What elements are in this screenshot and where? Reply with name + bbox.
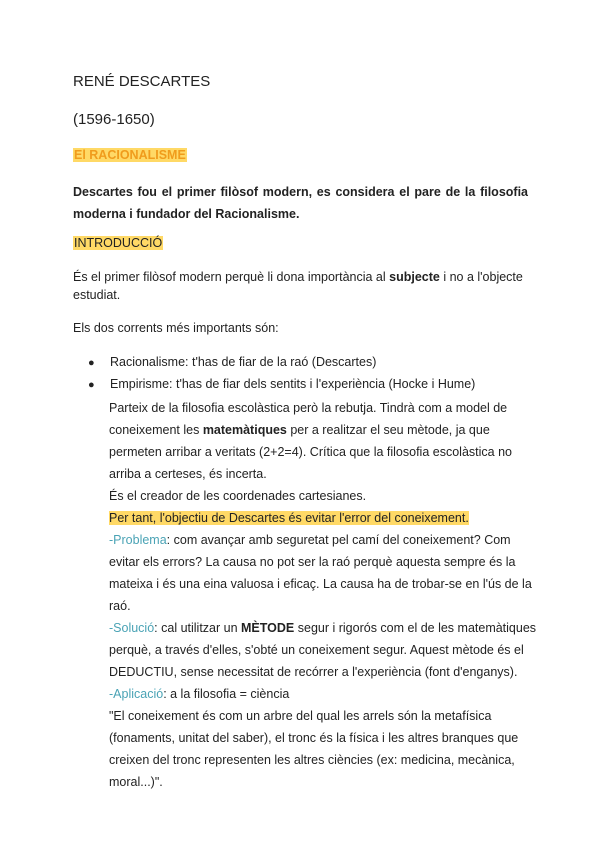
text-run: segur i rigorós com el de les matemàtiques [294,621,537,635]
body-line [109,683,529,705]
bullet-icon: ● [88,357,95,369]
text-run: És el primer filòsof modern perquè li dona importància al [73,270,390,284]
body-line: mateixa i és una eina valuosa i eficaç. La causa ha de trobar-se en l'ús de la [109,577,532,591]
body-line [109,617,537,639]
application-label: -Aplicació [109,687,164,701]
body-line: raó. [109,599,131,613]
body-line: permeten arribar a veritats (2+2=4). Crítica que la filosofia escolàstica no [109,445,512,459]
intro-bold-paragraph: Descartes fou el primer filòsof modern, es considera el pare de la filosofia moderna i fundador del Racionalisme. [73,185,528,221]
list-item-text: Empirisme: t'has de fiar dels sentits i l'experiència (Hocke i Hume) [110,377,476,391]
list-item-text: Racionalisme: t'has de fiar de la raó (Descartes) [110,355,377,369]
bold-term: matemàtiques [202,423,287,437]
highlighted-heading: INTRODUCCIÓ [74,236,163,250]
bullet-icon: ● [88,379,95,391]
text-run: : com avançar amb seguretat pel camí del coneixement? Com [166,533,511,547]
bold-term: subjecte [389,270,440,284]
text-run: per a realitzar el seu mètode, ja que [286,423,490,437]
section-heading-rationalism [73,148,187,162]
body-line [109,419,529,441]
body-line: creixen del tronc representen les altres ciències (ex: medicina, mecànica, [109,753,515,767]
solution-label: -Solució [109,621,155,635]
body-line: moral...)". [109,775,163,789]
list-item [88,355,376,369]
section-heading-introduction [73,236,163,250]
body-block [109,397,537,793]
body-line: perquè, a través d'elles, s'obté un coneixement segur. Aquest mètode és el [109,643,524,657]
highlighted-sentence: Per tant, l'objectiu de Descartes és evitar l'error del coneixement. [109,511,469,525]
text-run: : a la filosofia = ciència [163,687,290,701]
text-run: coneixement les [109,423,203,437]
document-title: RENÉ DESCARTES [73,73,211,90]
body-line [109,529,529,551]
bold-term: MÈTODE [241,621,295,635]
list-item [88,377,475,391]
life-years: (1596-1650) [73,111,155,128]
body-line: Parteix de la filosofia escolàstica però la rebutja. Tindrà com a model de [109,401,508,415]
body-line [109,507,529,529]
body-line: (fonaments, unitat del saber), el tronc és la física i les altres branques que [109,731,519,745]
body-line: És el creador de les coordenades cartesianes. [109,489,367,503]
body-line: DEDUCTIU, sense necessitat de recórrer a l'experiència (font d'enganys). [109,665,518,679]
text-run: i no a l'objecte estudiat. [73,270,523,302]
paragraph-subject [73,268,531,304]
paragraph-currents: Els dos corrents més importants són: [73,321,279,335]
body-line: evitar els errors? La causa no pot ser la raó perquè aquesta sempre és la [109,555,516,569]
body-line: arriba a certeses, és incerta. [109,467,267,481]
text-run: : cal utilitzar un [154,621,242,635]
highlighted-heading: El RACIONALISME [74,148,186,162]
body-line: "El coneixement és com un arbre del qual les arrels són la metafísica [109,709,492,723]
problem-label: -Problema [109,533,167,547]
